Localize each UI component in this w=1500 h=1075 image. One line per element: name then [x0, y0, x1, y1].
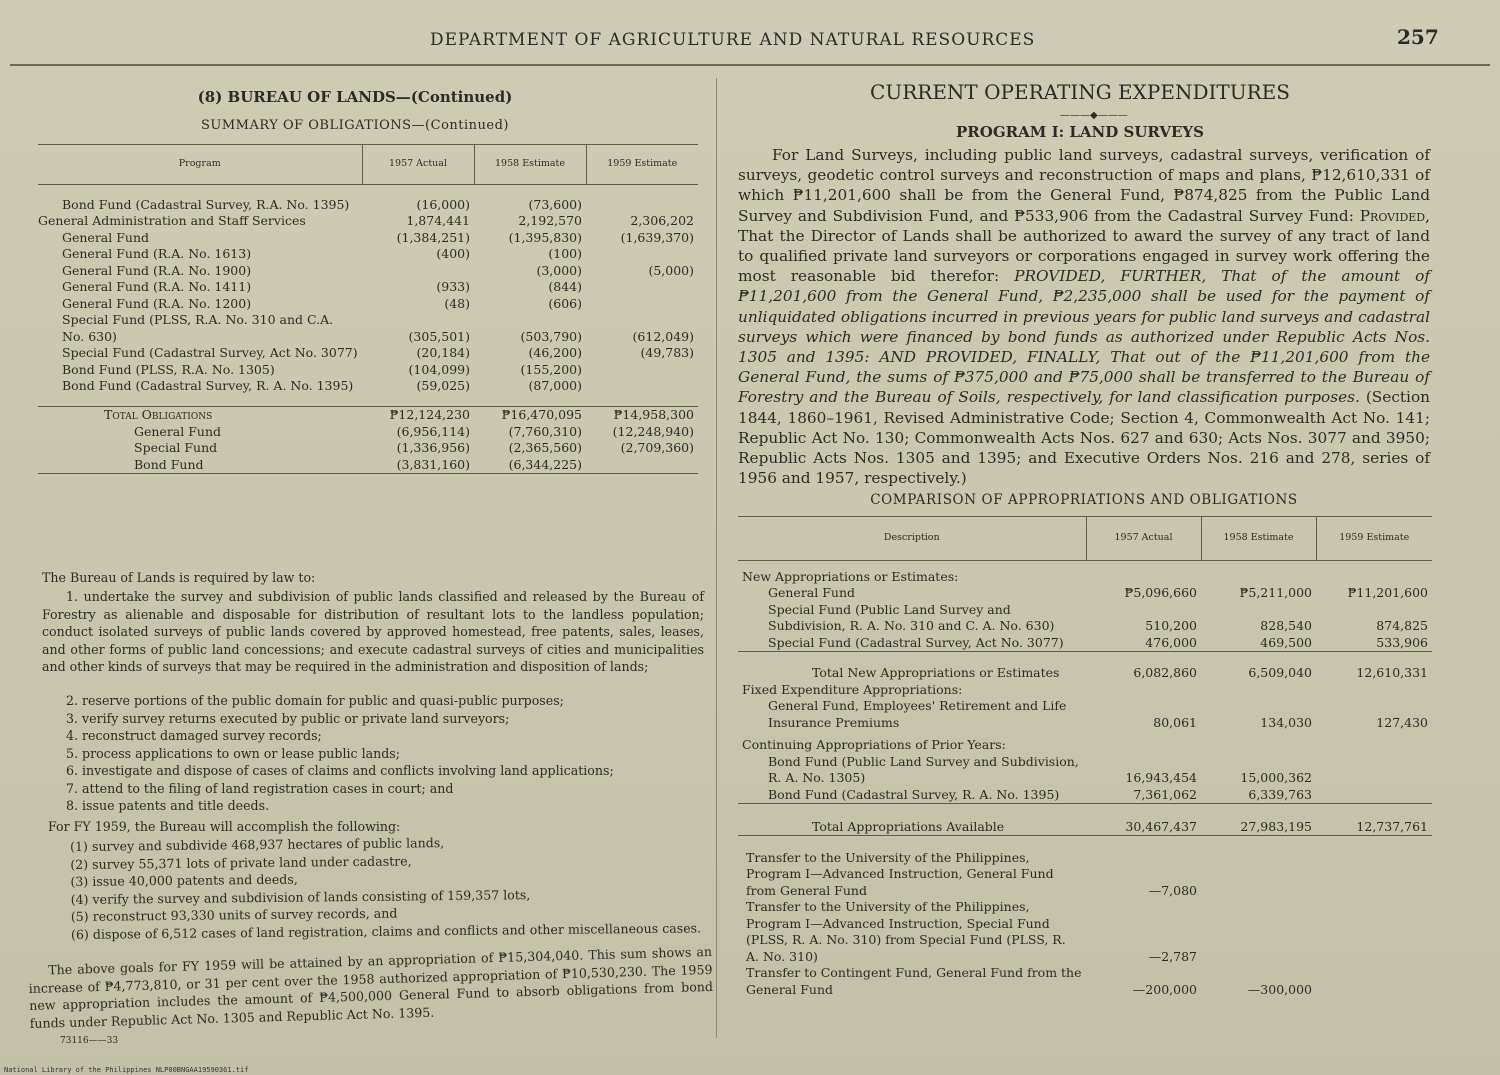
value-col-1: (933): [436, 279, 470, 294]
value-col-3: [586, 296, 698, 313]
duty-1: 1. undertake the survey and subdivision of public lands classified and released by the Bureau of Forestry as alienable and disposable for distribution of resultant lots to the landless population; conduct isolated surveys of public lands covered by approved homestead, free patents, sales, leases, and other forms of public land concessions; and execute cadastral surveys of cities and municipalities and other kinds of surveys that may be required in the administration and disposition of lands;: [42, 589, 704, 674]
value-col-2: 469,500: [1260, 634, 1312, 650]
column-divider: [716, 78, 717, 1038]
row-label: General Fund: [62, 229, 150, 245]
new-approp-heading: [738, 569, 1432, 586]
new-approp-row: [738, 585, 1432, 602]
duty-item: 8. issue patents and title deeds.: [66, 798, 270, 813]
value-col-2: 6,339,763: [1248, 786, 1312, 802]
law-intro: The Bureau of Lands is required by law to:: [42, 570, 316, 585]
value-col-1: 476,000: [1145, 634, 1197, 650]
goal-item: (4) verify the survey and subdivision of lands consisting of 159,357 lots,: [70, 886, 531, 907]
value-col-2: [1201, 850, 1316, 900]
fy-intro: For FY 1959, the Bureau will accomplish the following:: [48, 819, 401, 834]
body-part-2: That the Director of Lands shall be authorized to award the survey of any tract of land to qualified private land surveyors or corporations engaged in survey work offering the most reasonable bid therefor:: [738, 226, 1430, 286]
value-col-1: (59,025): [416, 378, 470, 393]
obligation-row: [38, 246, 698, 263]
row-label: General Fund (R.A. No. 1613): [62, 246, 252, 261]
value-col-2: [1201, 899, 1316, 965]
bureau-title: (8) BUREAU OF LANDS—(Continued): [197, 88, 513, 106]
value-col-1: —200,000: [1132, 981, 1197, 997]
value-col-3: [1316, 899, 1432, 965]
value-col-1: (104,099): [408, 361, 470, 377]
col-1957-r: 1957 Actual: [1086, 517, 1201, 561]
body-part-3: (Section 1844, 1860–1961, Revised Administrative Code; Section 4, Commonwealth Act No. 141; Republic Act No. 130; Commonwealth Acts Nos. 627 and 630; Acts Nos. 3077 and 3950; Republic Acts Nos. 1305 and 1395; and Executive Orders Nos. 216 and 278, series of 1956 and 1957, respectively.): [738, 388, 1431, 488]
value-col-3: [586, 457, 698, 474]
row-label: General Fund: [134, 423, 222, 439]
total-breakdown-row: [38, 440, 698, 457]
value-col-3: ₱14,958,300: [586, 407, 698, 424]
row-label: General Fund (R.A. No. 1900): [62, 262, 252, 278]
value-col-3: [586, 279, 698, 296]
row-label: Special Fund (Public Land Survey and Subdivision, R. A. No. 310 and C. A. No. 630): [768, 601, 1055, 633]
value-col-3: [586, 378, 698, 395]
row-label: General Fund, Employees' Retirement and Life Insurance Premiums: [768, 698, 1067, 730]
new-approp-heading-label: New Appropriations or Estimates:: [742, 568, 959, 584]
col-description: Description: [738, 517, 1086, 561]
value-col-1: 30,467,437: [1086, 804, 1201, 836]
value-col-3: [586, 246, 698, 263]
continuing-heading-label: Continuing Appropriations of Prior Years:: [742, 737, 1006, 752]
goal-item: (1) survey and subdivide 468,937 hectares of public lands,: [70, 835, 445, 854]
fixed-approp-heading: [738, 682, 1432, 699]
new-approp-row: [738, 635, 1432, 652]
row-label: Bond Fund (Public Land Survey and Subdivision, R. A. No. 1305): [768, 753, 1079, 785]
obligations-table: [38, 144, 698, 474]
row-label: Transfer to the University of the Philippines, Program I—Advanced Instruction, Special Fund (PLSS, R. A. No. 310) from Special Fund (PLSS, R. A. No. 310): [746, 899, 1066, 964]
col-1959: 1959 Estimate: [586, 145, 698, 185]
row-label: Transfer to Contingent Fund, General Fund from the General Fund: [746, 965, 1082, 997]
value-col-3: (612,049): [632, 328, 694, 344]
value-col-3: 12,610,331: [1316, 652, 1432, 682]
value-col-2: (6,344,225): [474, 457, 586, 474]
value-col-1: —7,080: [1148, 882, 1197, 898]
value-col-1: (6,956,114): [396, 423, 470, 439]
value-col-3: (5,000): [648, 262, 694, 278]
value-col-1: (1,336,956): [396, 440, 470, 455]
comparison-body: [738, 561, 1432, 999]
row-label: Total Obligations: [38, 407, 362, 424]
obligation-row: [38, 230, 698, 247]
value-col-3: [586, 362, 698, 379]
row-label: Transfer to the University of the Philippines, Program I—Advanced Instruction, General Fund from General Fund: [746, 849, 1054, 898]
page-number: 257: [1397, 25, 1439, 49]
value-col-3: (1,639,370): [620, 229, 694, 245]
row-label: Bond Fund (Cadastral Survey, R. A. No. 1395): [62, 378, 354, 393]
continuing-row: [738, 754, 1432, 787]
duty-item: 4. reconstruct damaged survey records;: [66, 728, 322, 743]
value-col-1: (1,384,251): [396, 229, 470, 245]
value-col-3: ₱11,201,600: [1347, 585, 1428, 600]
goals-list: [70, 831, 711, 943]
total-breakdown-row: [38, 424, 698, 441]
value-col-1: 510,200: [1145, 618, 1197, 633]
row-label: Special Fund (PLSS, R.A. No. 310 and C.A. No. 630): [62, 312, 334, 344]
obligation-row: [38, 378, 698, 395]
header-rule: [10, 64, 1490, 66]
value-col-2: (503,790): [520, 328, 582, 344]
value-col-2: (73,600): [528, 196, 582, 212]
value-col-2: 2,192,570: [518, 213, 582, 228]
value-col-2: (606): [548, 295, 582, 311]
continuing-heading: [738, 737, 1432, 754]
col-1958: 1958 Estimate: [474, 145, 586, 185]
obligation-row: [38, 362, 698, 379]
duty-item: 6. investigate and dispose of cases of claims and conflicts involving land applications;: [66, 763, 614, 778]
value-col-2: ₱5,211,000: [1239, 585, 1312, 600]
duty-item: 2. reserve portions of the public domain for public and quasi-public purposes;: [66, 693, 564, 708]
value-col-3: 2,306,202: [630, 213, 694, 228]
row-label: Special Fund: [134, 440, 218, 455]
goal-item: (5) reconstruct 93,330 units of survey records, and: [70, 905, 398, 924]
col-program: Program: [38, 145, 362, 185]
total-obligations-row: [38, 407, 698, 424]
obligation-row: [38, 213, 698, 230]
duties-list: [66, 692, 706, 815]
value-col-1: (3,831,160): [362, 457, 474, 474]
body-part-1: For Land Surveys, including public land surveys, cadastral surveys, verification of surveys, geodetic control surveys and reconstruction of maps and plans, ₱12,610,331 of which ₱11,201,600 shall be from the General Fund, ₱874,825 from the Public Land Survey and Subdivision Fund, and ₱533,906 from the Cadastral Survey Fund:: [738, 146, 1430, 225]
value-col-3: [1316, 754, 1432, 787]
value-col-2: (7,760,310): [508, 423, 582, 439]
value-col-2: 27,983,195: [1201, 804, 1316, 836]
value-col-1: (305,501): [408, 328, 470, 344]
value-col-2: ₱16,470,095: [474, 407, 586, 424]
value-col-1: (20,184): [416, 345, 470, 360]
col-1958-r: 1958 Estimate: [1201, 517, 1316, 561]
continuing-row: [738, 787, 1432, 804]
col-1957: 1957 Actual: [362, 145, 474, 185]
duty-item: 3. verify survey returns executed by public or private land surveyors;: [66, 710, 510, 726]
row-label: Special Fund (Cadastral Survey, Act No. 3077): [768, 634, 1064, 650]
value-col-2: 15,000,362: [1240, 770, 1312, 785]
row-label: Bond Fund: [38, 457, 362, 474]
row-label: General Fund (R.A. No. 1411): [62, 279, 252, 294]
row-label: Total New Appropriations or Estimates: [738, 652, 1086, 682]
transfer-row: [738, 899, 1432, 965]
value-col-3: 874,825: [1376, 618, 1428, 633]
row-label: General Fund (R.A. No. 1200): [62, 295, 252, 311]
transfer-row: [738, 850, 1432, 900]
row-label: General Fund: [768, 585, 856, 600]
value-col-3: [1316, 787, 1432, 804]
value-col-1: (16,000): [416, 196, 470, 212]
comparison-table: [738, 516, 1432, 998]
value-col-3: (49,783): [640, 345, 694, 360]
body-italic: PROVIDED, FURTHER, That of the amount of ₱11,201,600 from the General Fund, ₱2,235,000 shall be used for the payment of unliquidated obligations incurred in previous years for public land surveys and cadastral surveys which were financed by bond funds as authorized under Republic Acts Nos. 1305 and 1395: AND PROVIDED, FINALLY, That out of the ₱11,201,600 from the General Fund, the sums of ₱375,000 and ₱75,000 shall be transferred to the Bureau of Forestry and the Bureau of Soils, respectively, for land classification purposes.: [738, 267, 1430, 407]
value-col-2: (844): [548, 279, 582, 294]
goal-item: (2) survey 55,371 lots of private land under cadastre,: [70, 852, 412, 872]
value-col-1: 6,082,860: [1086, 652, 1201, 682]
duty-item: 5. process applications to own or lease public lands;: [66, 745, 401, 761]
program-title: PROGRAM I: LAND SURVEYS: [956, 123, 1204, 141]
print-code: 73116——33: [60, 1036, 119, 1046]
value-col-1: ₱5,096,660: [1124, 585, 1197, 600]
value-col-2: (1,395,830): [508, 229, 582, 245]
value-col-2: (2,365,560): [508, 440, 582, 455]
obligation-row: [38, 296, 698, 313]
obligation-row: [38, 263, 698, 280]
value-col-1: 16,943,454: [1125, 770, 1197, 785]
running-title: DEPARTMENT OF AGRICULTURE AND NATURAL RESOURCES: [430, 30, 1036, 50]
goal-item: (3) issue 40,000 patents and deeds,: [70, 871, 298, 889]
total-available-row: [738, 804, 1432, 836]
goal-item: (6) dispose of 6,512 cases of land registration, claims and conflicts and other miscellaneous cases.: [70, 919, 702, 942]
fixed-approp-row: [738, 698, 1432, 731]
row-label: Bond Fund (Cadastral Survey, R.A. No. 1395): [62, 196, 350, 212]
ornament: ———◆———: [1060, 110, 1128, 121]
value-col-2: (155,200): [520, 361, 582, 377]
value-col-1: (400): [436, 246, 470, 261]
section-title: CURRENT OPERATING EXPENDITURES: [870, 80, 1290, 104]
value-col-1: (48): [444, 295, 470, 311]
value-col-2: —300,000: [1247, 981, 1312, 997]
value-col-1: ₱12,124,230: [362, 407, 474, 424]
value-col-3: [586, 197, 698, 214]
value-col-1: 7,361,062: [1133, 786, 1197, 802]
obligation-row: [38, 279, 698, 296]
value-col-1: —2,787: [1148, 948, 1197, 964]
obligation-row: [38, 312, 698, 345]
value-col-3: 533,906: [1376, 634, 1428, 650]
value-col-1: 80,061: [1153, 714, 1197, 730]
value-col-3: 12,737,761: [1316, 804, 1432, 836]
row-label: Bond Fund (PLSS, R.A. No. 1305): [62, 361, 275, 377]
transfer-row: [738, 965, 1432, 998]
obligations-body: [38, 185, 698, 474]
comparison-title: COMPARISON OF APPROPRIATIONS AND OBLIGATIONS: [870, 492, 1298, 508]
total-breakdown-row: [38, 457, 698, 474]
total-new-row: [738, 652, 1432, 682]
value-col-3: [1316, 965, 1432, 998]
closing-paragraph: The above goals for FY 1959 will be attained by an appropriation of ₱15,304,040. This sum shows an increase of ₱4,773,810, or 31 per cent over the 1958 authorized appropriation of ₱10,530,230. The 1959 new appropriation includes the amount of ₱4,500,000 General Fund to absorb obligations from bond funds under Republic Act No. 1305 and Republic Act No. 1395.: [28, 943, 714, 1031]
value-col-3: (12,248,940): [612, 423, 694, 439]
value-col-3: (2,709,360): [620, 440, 694, 455]
row-label: Special Fund (Cadastral Survey, Act No. 3077): [62, 345, 358, 360]
col-1959-r: 1959 Estimate: [1316, 517, 1432, 561]
value-col-2: (3,000): [536, 262, 582, 278]
program-body: [738, 145, 1430, 488]
value-col-2: (87,000): [528, 378, 582, 393]
value-col-3: 127,430: [1376, 714, 1428, 730]
value-col-2: (100): [548, 246, 582, 261]
value-col-1: 1,874,441: [406, 213, 470, 228]
value-col-1: [362, 263, 474, 280]
value-col-2: 6,509,040: [1201, 652, 1316, 682]
provided-1: Provided,: [1359, 206, 1430, 225]
fixed-approp-heading-label: Fixed Expenditure Appropriations:: [742, 681, 963, 697]
scan-note: National Library of the Philippines NLP00BNGAA19590361.tif: [4, 1066, 249, 1074]
obligation-row: [38, 345, 698, 362]
value-col-2: (46,200): [528, 345, 582, 360]
new-approp-row: [738, 602, 1432, 635]
duty-item: 7. attend to the filing of land registration cases in court; and: [66, 780, 454, 796]
obligation-row: [38, 197, 698, 214]
value-col-2: 134,030: [1260, 714, 1312, 730]
row-label: Bond Fund (Cadastral Survey, R. A. No. 1395): [768, 786, 1060, 802]
row-label: General Administration and Staff Services: [38, 213, 306, 228]
value-col-2: 828,540: [1260, 618, 1312, 633]
value-col-3: [1316, 850, 1432, 900]
row-label: Total Appropriations Available: [738, 804, 1086, 836]
summary-title: SUMMARY OF OBLIGATIONS—(Continued): [200, 118, 509, 133]
